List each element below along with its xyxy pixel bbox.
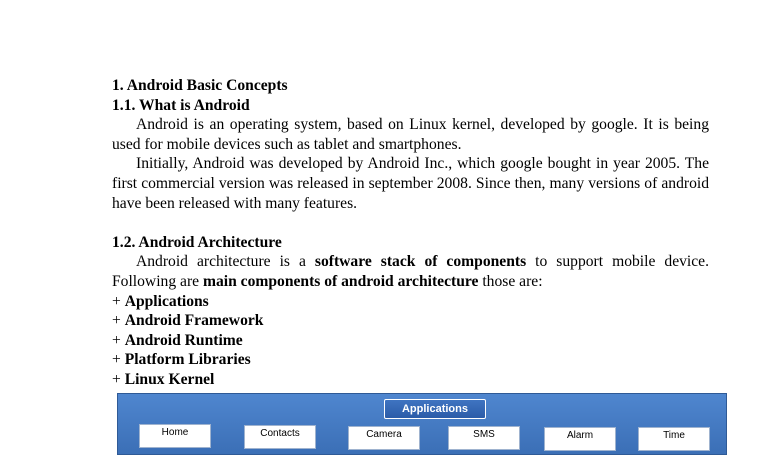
paragraph-architecture: [112, 252, 709, 291]
architecture-bold-1: software stack of components: [314, 253, 527, 271]
app-box-alarm: Alarm: [544, 427, 616, 451]
architecture-text-1: Android architecture is a: [136, 253, 315, 271]
paragraph-definition: Android is an operating system, based on Linux kernel, developed by google. It is being used for mobile devices such as tablet and smartphones.: [112, 116, 709, 153]
app-box-contacts: Contacts: [244, 425, 316, 449]
paragraph-gap: [112, 213, 709, 233]
component-label: Linux Kernel: [124, 370, 215, 388]
paragraph-history: Initially, Android was developed by Android Inc., which google bought in year 2005. The first commercial version was released in september 2008. Since then, many versions of android have been released with many features.: [112, 155, 709, 212]
architecture-bold-2: main components of android architecture: [202, 272, 479, 290]
app-box-camera: Camera: [348, 426, 420, 450]
heading-android-architecture: 1.2. Android Architecture: [112, 233, 282, 251]
component-bullet: +: [112, 351, 125, 369]
heading-what-is-android: 1.1. What is Android: [112, 96, 250, 114]
component-bullet: +: [112, 331, 125, 349]
component-bullet: +: [112, 370, 125, 388]
app-box-time: Time: [638, 427, 710, 451]
component-label: Applications: [124, 292, 209, 310]
component-label: Android Framework: [124, 312, 264, 330]
component-item: [112, 350, 709, 370]
component-item: [112, 370, 709, 390]
component-item: [112, 331, 709, 351]
component-bullet: +: [112, 292, 125, 310]
document-body: [112, 76, 709, 390]
app-box-home: Home: [139, 424, 211, 448]
component-label: Android Runtime: [124, 331, 243, 349]
architecture-text-3: those are:: [478, 272, 543, 290]
component-label: Platform Libraries: [124, 351, 251, 369]
component-item: [112, 292, 709, 312]
component-bullet: +: [112, 312, 125, 330]
heading-android-basic-concepts: 1. Android Basic Concepts: [112, 77, 288, 94]
diagram-applications-title: Applications: [384, 399, 486, 419]
architecture-diagram: [117, 393, 727, 455]
app-box-sms: SMS: [448, 426, 520, 450]
component-item: [112, 311, 709, 331]
architecture-text-2: to support mobile device. Following are: [112, 253, 709, 290]
